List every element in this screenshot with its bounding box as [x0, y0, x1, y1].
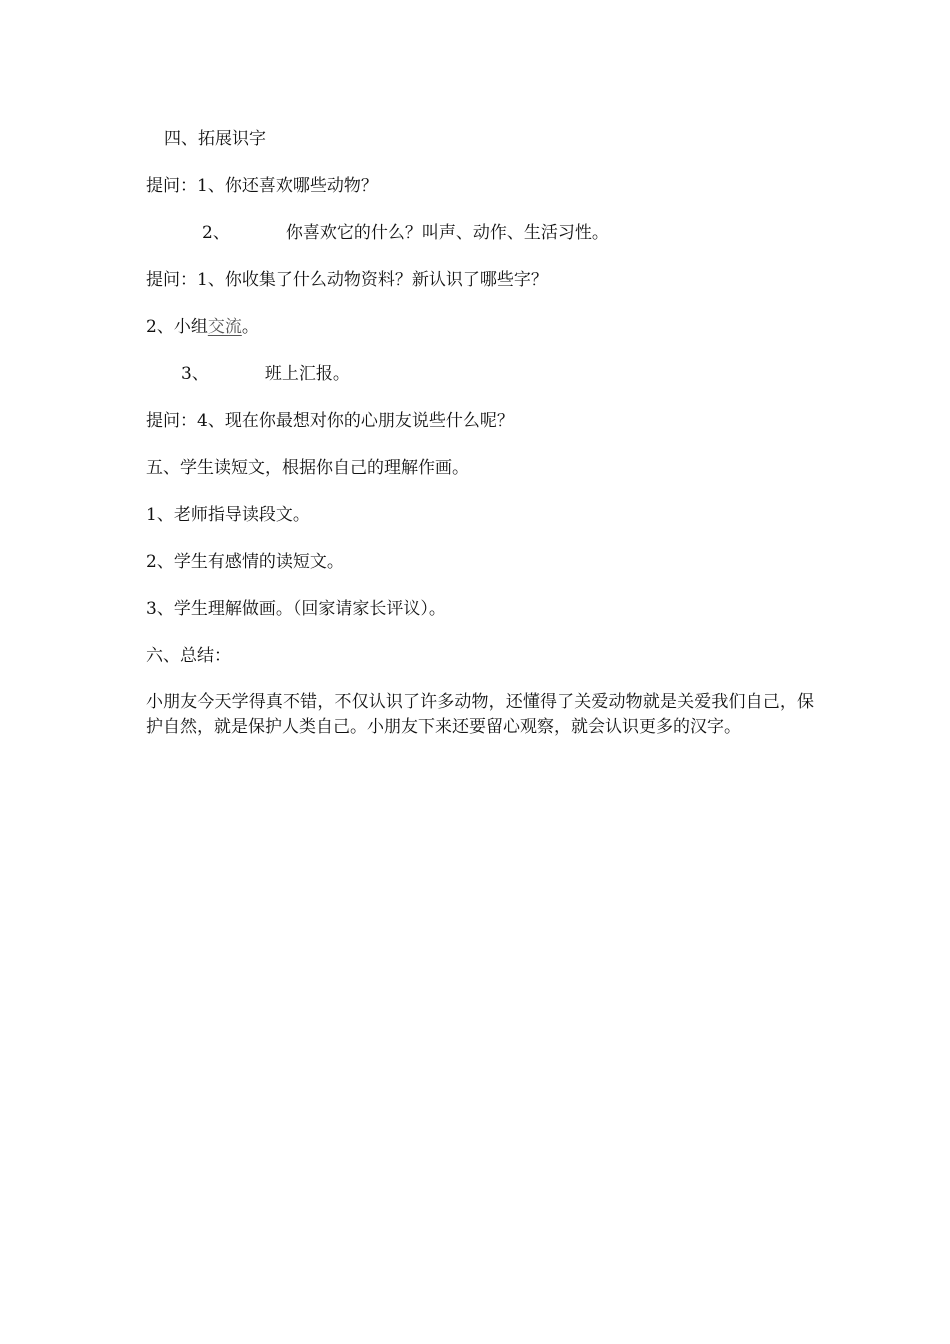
class-report-number: 3、	[181, 364, 209, 384]
group-suffix: 。	[241, 317, 259, 337]
question-2-number: 2、	[202, 223, 230, 243]
section5-item-3: 3、学生理解做画。（回家请家长评议）。	[146, 599, 446, 619]
question-2	[202, 221, 609, 245]
section4-heading: 四、拓展识字	[164, 129, 266, 149]
exchange-link[interactable]: 交流	[207, 317, 242, 337]
question-2-text: 你喜欢它的什么？叫声、动作、生活习性。	[285, 223, 609, 243]
summary-paragraph: 小朋友今天学得真不错，不仅认识了许多动物，还懂得了关爱动物就是关爱我们自己，保护自然，就是保护人类自己。小朋友下来还要留心观察，就会认识更多的汉字。	[146, 692, 814, 737]
question-3: 提问：1、你收集了什么动物资料？新认识了哪些字？	[146, 270, 548, 290]
class-report-text: 班上汇报。	[264, 364, 350, 384]
question-1: 提问：1、你还喜欢哪些动物？	[146, 176, 378, 196]
section5-item-2: 2、学生有感情的读短文。	[146, 552, 344, 572]
class-report	[181, 362, 350, 386]
question-4: 提问：4、现在你最想对你的心朋友说些什么呢？	[146, 411, 514, 431]
group-discussion	[146, 315, 259, 339]
group-prefix: 2、小组	[146, 317, 208, 337]
section6-heading: 六、总结：	[146, 646, 231, 666]
section5-heading: 五、学生读短文，根据你自己的理解作画。	[146, 458, 469, 478]
section5-item-1: 1、老师指导读段文。	[146, 505, 310, 525]
